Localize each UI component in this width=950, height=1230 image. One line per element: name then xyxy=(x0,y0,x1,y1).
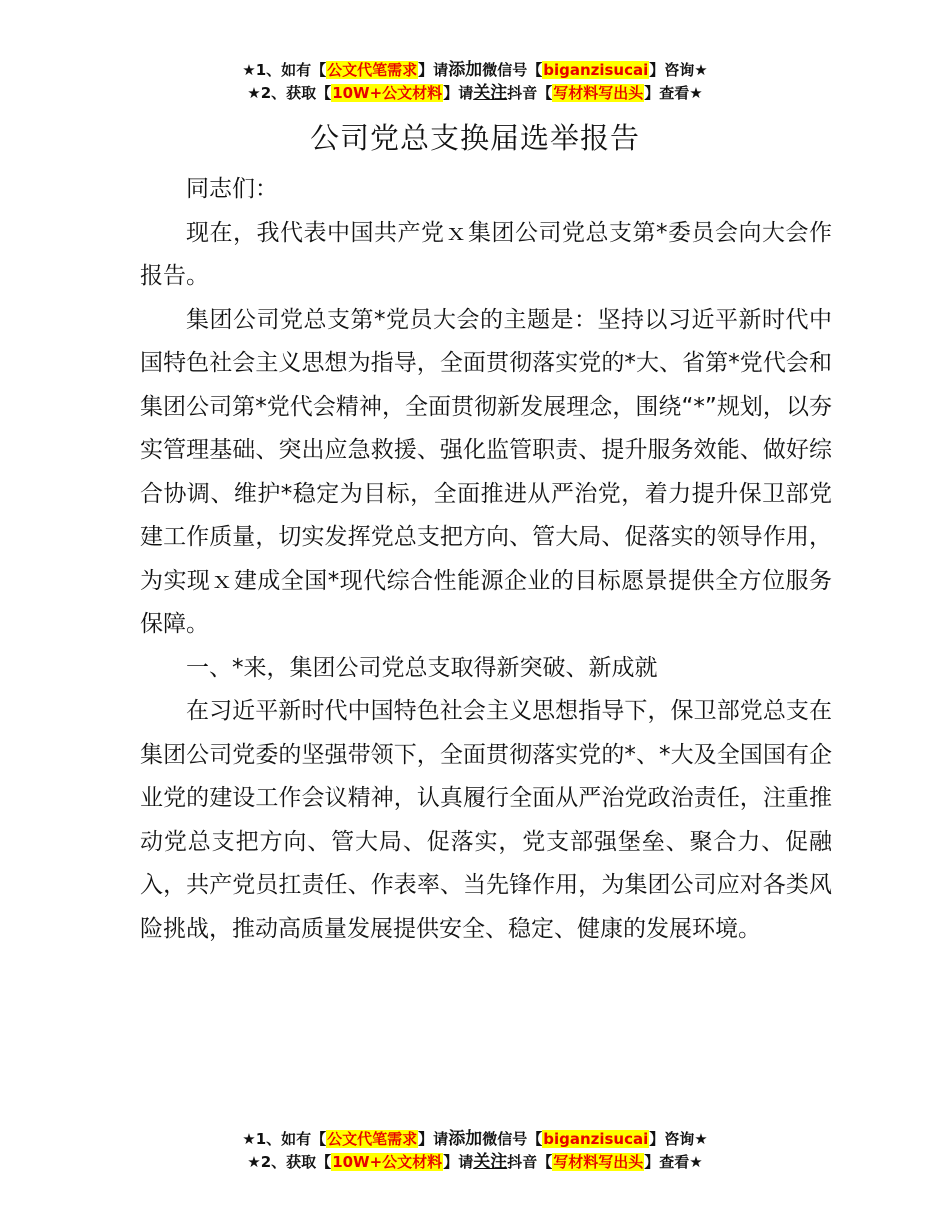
paragraph: 在习近平新时代中国特色社会主义思想指导下，保卫部党总支在集团公司党委的坚强带领下，全面贯彻落实党的*、*大及全国国有企业党的建设工作会议精神，认真履行全面从严治党政治责任，注重推动党总支把方向、管大局、促落实，党支部强堡垒、聚合力、促融入，共产党员扛责任、作表率、当先锋作用，为集团公司应对各类风险挑战，推动高质量发展提供安全、稳定、健康的发展环境。 xyxy=(140,698,832,942)
banner-text: 1、如有【 xyxy=(255,1130,327,1148)
banner-emphasis: 添加 xyxy=(448,60,483,80)
banner-highlight: 公文代笔需求 xyxy=(327,61,418,79)
banner-line-1 xyxy=(0,1128,950,1151)
footer-banner xyxy=(0,1128,950,1174)
star-icon: ★ xyxy=(247,84,261,102)
document-body xyxy=(140,168,832,951)
banner-highlight: biganzisucai xyxy=(543,61,649,79)
banner-text: 微信号【 xyxy=(482,1130,543,1148)
banner-text: 】请 xyxy=(418,61,449,79)
banner-text: 微信号【 xyxy=(482,61,543,79)
banner-emphasis: 关注 xyxy=(473,1152,508,1172)
paragraph: 现在，我代表中国共产党ｘ集团公司党总支第*委员会向大会作报告。 xyxy=(140,219,832,289)
banner-text: 】查看★ xyxy=(644,84,703,102)
banner-highlight: 写材料写出头 xyxy=(553,1153,644,1171)
banner-text: 2、获取【 xyxy=(260,84,332,102)
banner-line-1 xyxy=(0,59,950,82)
banner-highlight: biganzisucai xyxy=(543,1130,649,1148)
banner-text: 抖音【 xyxy=(507,84,553,102)
banner-line-2 xyxy=(0,1151,950,1174)
banner-text: 1、如有【 xyxy=(255,61,327,79)
banner-text: 2、获取【 xyxy=(260,1153,332,1171)
banner-line-2 xyxy=(0,82,950,105)
banner-text: 】请 xyxy=(443,1153,474,1171)
paragraph: 集团公司党总支第*党员大会的主题是：坚持以习近平新时代中国特色社会主义思想为指导，全面贯彻落实党的*大、省第*党代会和集团公司第*党代会精神，全面贯彻新发展理念，围绕“*”规划，以夯实管理基础、突出应急救援、强化监管职责、提升服务效能、做好综合协调、维护*稳定为目标，全面推进从严治党，着力提升保卫部党建工作质量，切实发挥党总支把方向、管大局、促落实的领导作用，为实现ｘ建成全国*现代综合性能源企业的目标愿景提供全方位服务保障。 xyxy=(140,306,832,637)
banner-text: 抖音【 xyxy=(507,1153,553,1171)
header-banner xyxy=(0,59,950,105)
banner-text: 】请 xyxy=(418,1130,449,1148)
banner-text: 】咨询★ xyxy=(649,1130,708,1148)
salutation: 同志们： xyxy=(186,176,278,202)
star-icon: ★ xyxy=(247,1153,261,1171)
banner-highlight: 10W+公文材料 xyxy=(332,1153,443,1171)
document-title: 公司党总支换届选举报告 xyxy=(309,121,640,155)
banner-highlight: 公文代笔需求 xyxy=(327,1130,418,1148)
banner-highlight: 写材料写出头 xyxy=(553,84,644,102)
banner-emphasis: 关注 xyxy=(473,83,508,103)
banner-emphasis: 添加 xyxy=(448,1129,483,1149)
star-icon: ★ xyxy=(242,61,256,79)
banner-highlight: 10W+公文材料 xyxy=(332,84,443,102)
star-icon: ★ xyxy=(242,1130,256,1148)
banner-text: 】查看★ xyxy=(644,1153,703,1171)
banner-text: 】咨询★ xyxy=(649,61,708,79)
section-heading: 一、*来，集团公司党总支取得新突破、新成就 xyxy=(186,654,658,681)
banner-text: 】请 xyxy=(443,84,474,102)
